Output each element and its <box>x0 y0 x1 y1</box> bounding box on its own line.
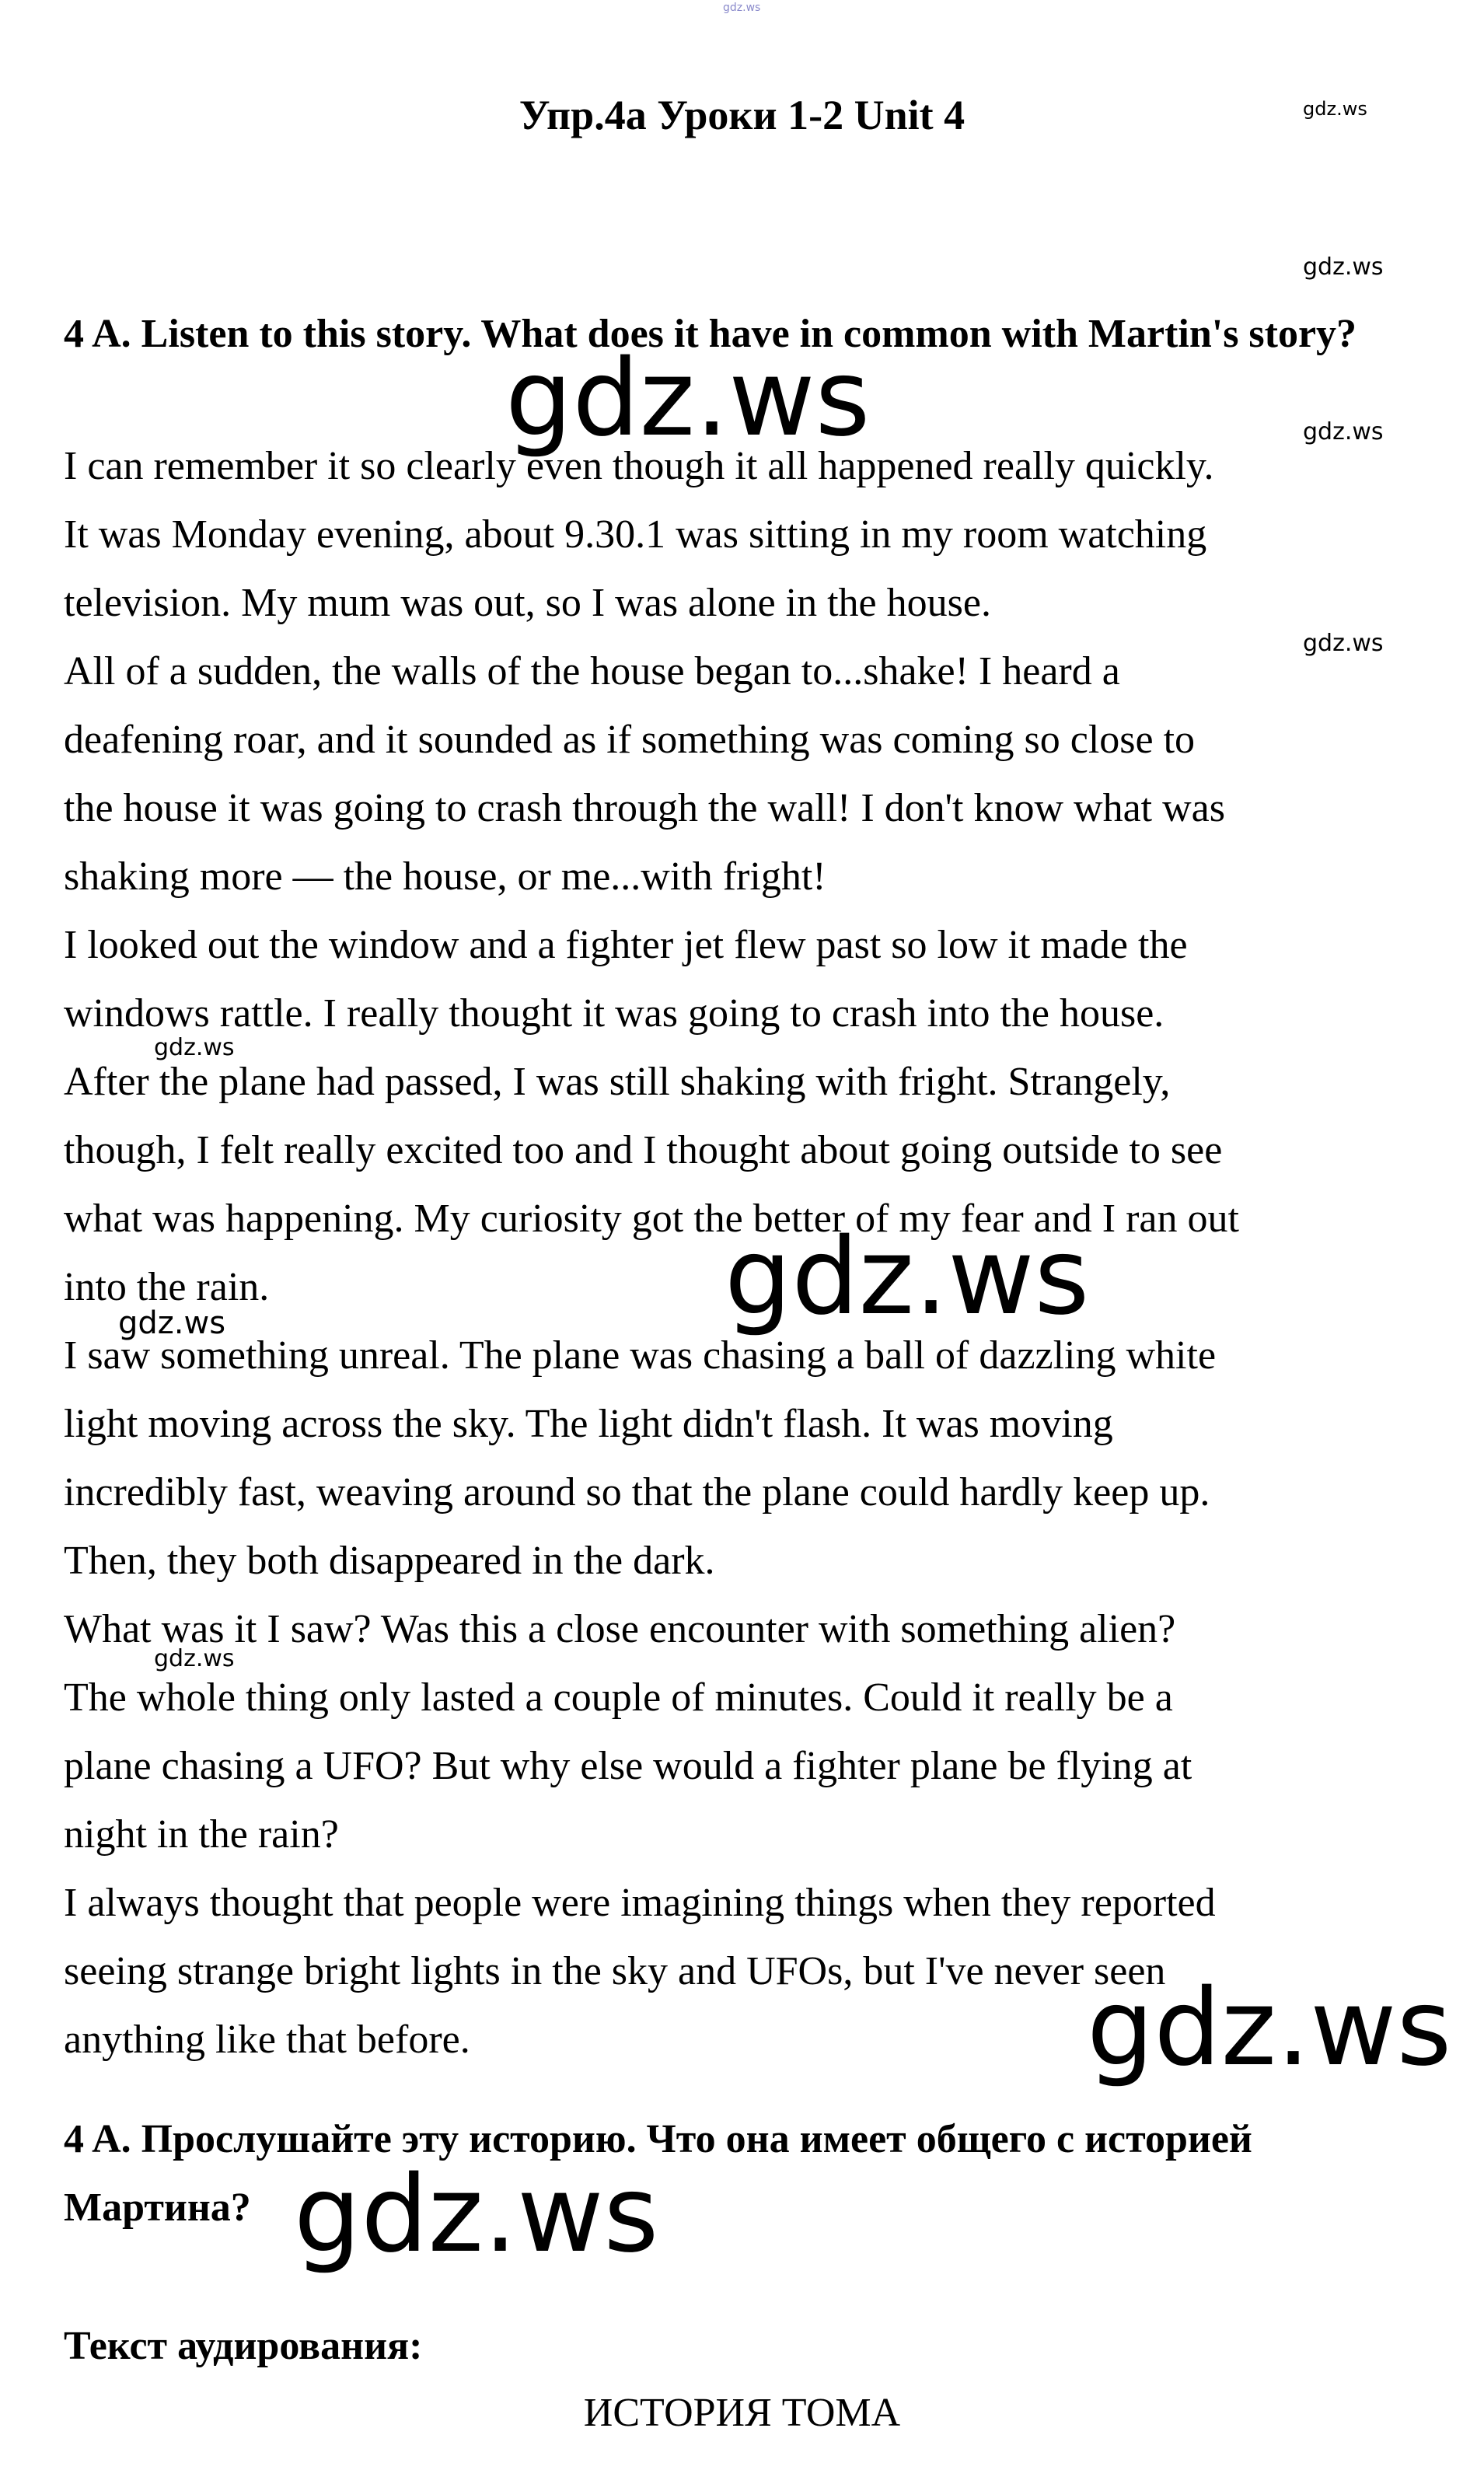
story-line: It was Monday evening, about 9.30.1 was sitting in my room watching <box>64 512 1207 557</box>
watermark: gdz.ws <box>505 337 871 460</box>
story-line: anything like that before. <box>64 2018 470 2062</box>
watermark: gdz.ws <box>294 2154 659 2276</box>
listening-label: Текст аудирования: <box>64 2324 423 2368</box>
story-line: After the plane had passed, I was still shaking with fright. Strangely, <box>64 1060 1171 1104</box>
story-line: I looked out the window and a fighter jet flew past so low it made the <box>64 923 1188 967</box>
watermark: gdz.ws <box>154 1645 235 1672</box>
story-line: I saw something unreal. The plane was chasing a ball of dazzling white <box>64 1333 1217 1378</box>
story-line: windows rattle. I really thought it was going to crash into the house. <box>64 991 1165 1036</box>
watermark: gdz.ws <box>154 1034 235 1061</box>
story-text <box>64 432 1432 2074</box>
watermark: gdz.ws <box>118 1305 226 1341</box>
watermark: gdz.ws <box>1303 418 1384 445</box>
story-line: though, I felt really excited too and I thought about going outside to see <box>64 1128 1223 1172</box>
story-line: the house it was going to crash through the wall! I don't know what was <box>64 786 1225 830</box>
watermark: gdz.ws <box>1087 1967 1452 2090</box>
story-line: seeing strange bright lights in the sky and UFOs, but I've never seen <box>64 1949 1166 1993</box>
story-line: into the rain. <box>64 1265 270 1309</box>
story-line: The whole thing only lasted a couple of minutes. Could it really be a <box>64 1675 1173 1720</box>
exercise-heading-en: 4 A. Listen to this story. What does it have in common with Martin's story? <box>64 312 1357 356</box>
story-line: plane chasing a UFO? But why else would a fighter plane be flying at <box>64 1744 1192 1788</box>
story-line: night in the rain? <box>64 1812 339 1857</box>
story-line: Then, they both disappeared in the dark. <box>64 1539 715 1583</box>
story-line: television. My mum was out, so I was alone in the house. <box>64 581 991 625</box>
story-line: light moving across the sky. The light didn't flash. It was moving <box>64 1402 1113 1446</box>
story-line: what was happening. My curiosity got the better of my fear and I ran out <box>64 1197 1239 1241</box>
watermark: gdz.ws <box>725 1216 1090 1339</box>
story-line: I can remember it so clearly even though it all happened really quickly. <box>64 444 1214 488</box>
watermark: gdz.ws <box>1303 630 1384 657</box>
watermark-top: gdz.ws <box>723 2 761 14</box>
page-title: Упр.4а Уроки 1-2 Unit 4 <box>519 92 965 138</box>
story-title: ИСТОРИЯ ТОМА <box>583 2391 901 2435</box>
story-line: deafening roar, and it sounded as if something was coming so close to <box>64 718 1196 762</box>
story-line: All of a sudden, the walls of the house began to...shake! I heard a <box>64 649 1120 693</box>
watermark: gdz.ws <box>1303 253 1384 281</box>
story-line: What was it I saw? Was this a close encounter with something alien? <box>64 1607 1176 1651</box>
story-line: incredibly fast, weaving around so that the plane could hardly keep up. <box>64 1470 1210 1515</box>
exercise-heading-ru: 4 A. Прослушайте эту историю. Что она имеет общего с историей Мартина? <box>64 2117 1252 2230</box>
watermark: gdz.ws <box>1303 98 1367 120</box>
story-line: I always thought that people were imagining things when they reported <box>64 1881 1216 1925</box>
story-line: shaking more — the house, or me...with fright! <box>64 854 826 899</box>
